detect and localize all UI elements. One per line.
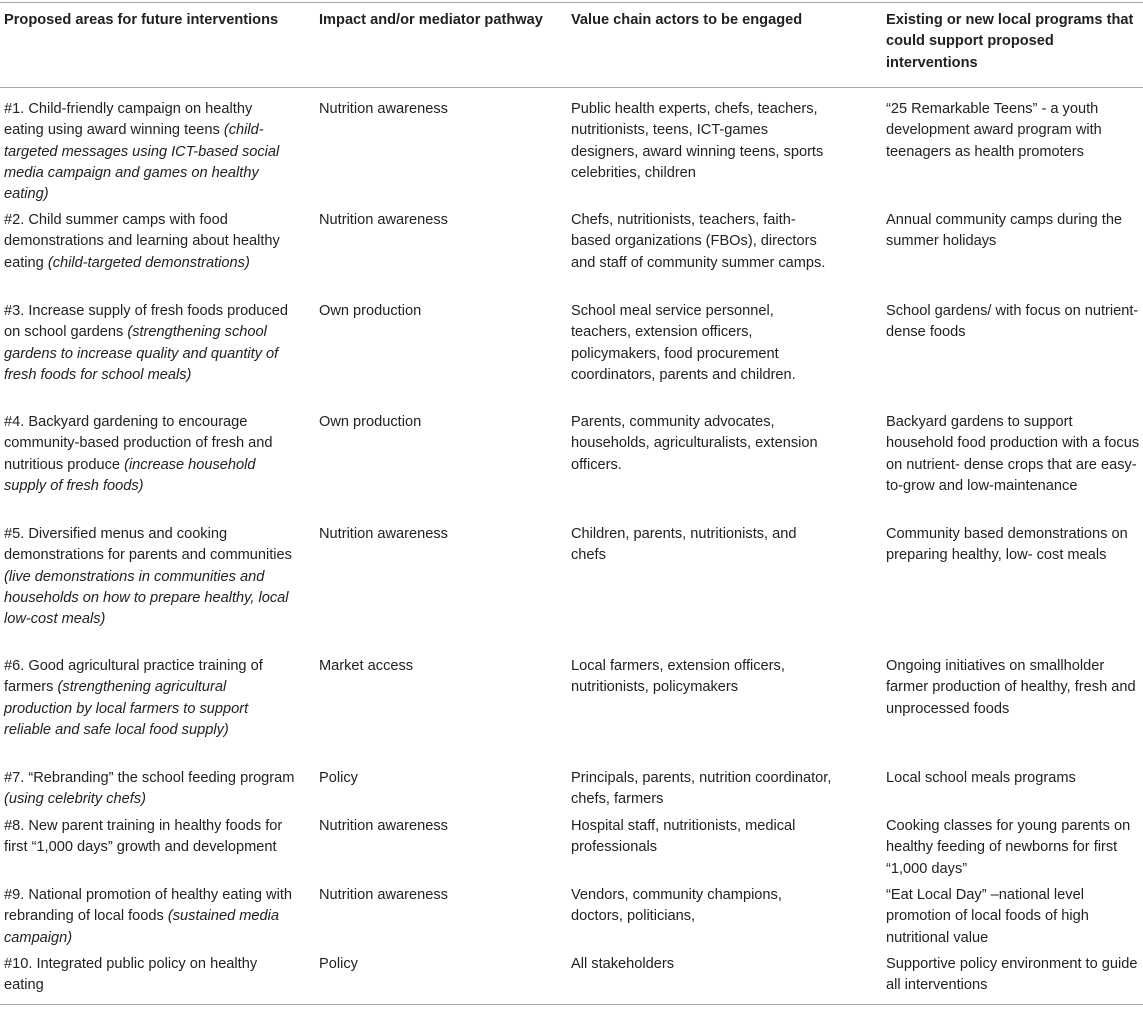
actors-cell: School meal service personnel, teachers, extension officers, policymakers, food procurement coordinators, parents and children. [571,303,796,383]
programs-cell: Supportive policy environment to guide all interventions [886,956,1138,994]
table-top-rule [0,2,1143,3]
area-note: (using celebrity chefs) [4,791,146,808]
area-cell [4,885,296,949]
programs-cell: “25 Remarkable Teens” - a youth development award program with teenagers as health promoters [886,101,1102,160]
area-note: (increase household supply of fresh foods) [4,456,256,494]
actors-cell: Chefs, nutritionists, teachers, faith-based organizations (FBOs), directors and staff of community summer camps. [571,212,826,271]
area-text: #10. Integrated public policy on healthy eating [4,956,258,994]
pathway-cell: Market access [319,658,414,674]
programs-cell: Local school meals programs [886,770,1076,786]
actors-cell: Principals, parents, nutrition coordinator, chefs, farmers [571,770,832,808]
pathway-cell: Nutrition awareness [319,887,448,903]
area-note: (strengthening school gardens to increase quality and quantity of fresh foods for school meals) [4,324,279,383]
programs-cell: Annual community camps during the summer holidays [886,212,1123,250]
actors-cell: Public health experts, chefs, teachers, nutritionists, teens, ICT-games designers, award winning teens, sports celebrities, children [571,101,824,181]
actors-cell: Vendors, community champions, doctors, politicians, [571,887,782,925]
header-proposed-areas: Proposed areas for future interventions [4,12,279,28]
area-cell [4,816,296,859]
pathway-cell: Nutrition awareness [319,101,448,117]
actors-cell: Local farmers, extension officers, nutritionists, policymakers [571,658,785,696]
area-cell [4,656,296,741]
programs-cell: Community based demonstrations on preparing healthy, low- cost meals [886,526,1128,564]
area-cell [4,412,296,497]
actors-cell: Children, parents, nutritionists, and chefs [571,526,797,564]
pathway-cell: Nutrition awareness [319,212,448,228]
pathway-cell: Own production [319,414,422,430]
area-text: #4. Backyard gardening to encourage community-based production of fresh and nutritious produce [4,414,273,473]
pathway-cell: Policy [319,770,358,786]
area-text: #5. Diversified menus and cooking demonstrations for parents and communities [4,526,292,564]
programs-cell: “Eat Local Day” –national level promotion of local foods of high nutritional value [886,887,1089,946]
area-text: #6. Good agricultural practice training of farmers [4,658,263,696]
area-cell [4,524,296,630]
area-text: #8. New parent training in healthy foods for first “1,000 days” growth and development [4,818,283,856]
actors-cell: Parents, community advocates, households, agriculturalists, extension officers. [571,414,818,473]
area-text: #1. Child-friendly campaign on healthy eating using award winning teens [4,101,253,139]
programs-cell: Ongoing initiatives on smallholder farmer production of healthy, fresh and unprocessed foods [886,658,1136,717]
pathway-cell: Nutrition awareness [319,818,448,834]
table-bottom-rule [0,1004,1143,1005]
area-note: (sustained media campaign) [4,908,280,946]
actors-cell: All stakeholders [571,956,675,972]
pathway-cell: Nutrition awareness [319,526,448,542]
area-cell [4,99,296,205]
actors-cell: Hospital staff, nutritionists, medical professionals [571,818,796,856]
area-cell [4,210,296,274]
header-rule [0,87,1143,88]
area-cell [4,301,296,386]
pathway-cell: Policy [319,956,358,972]
area-cell [4,768,296,811]
programs-cell: Backyard gardens to support household food production with a focus on nutrient- dense crops that are easy-to-grow and low-maintenance [886,414,1140,494]
area-text: #3. Increase supply of fresh foods produced on school gardens [4,303,288,341]
area-cell [4,954,296,997]
area-text: #7. “Rebranding” the school feeding program [4,770,295,786]
header-programs: Existing or new local programs that could support proposed interventions [886,12,1134,71]
pathway-cell: Own production [319,303,422,319]
programs-cell: School gardens/ with focus on nutrient- dense foods [886,303,1139,341]
area-text: #2. Child summer camps with food demonstrations and learning about healthy eating [4,212,280,271]
area-note: (child-targeted messages using ICT-based social media campaign and games on healthy eating) [4,122,280,203]
programs-cell: Cooking classes for young parents on healthy feeding of newborns for first “1,000 days” [886,818,1131,877]
header-pathway: Impact and/or mediator pathway [319,12,543,28]
area-text: #9. National promotion of healthy eating with rebranding of local foods [4,887,292,925]
area-note: (child-targeted demonstrations) [47,254,250,271]
area-note: (live demonstrations in communities and households on how to prepare healthy, local low-cost meals) [4,568,289,628]
header-actors: Value chain actors to be engaged [571,12,803,28]
area-note: (strengthening agricultural production by local farmers to support reliable and safe local food supply) [4,679,249,738]
